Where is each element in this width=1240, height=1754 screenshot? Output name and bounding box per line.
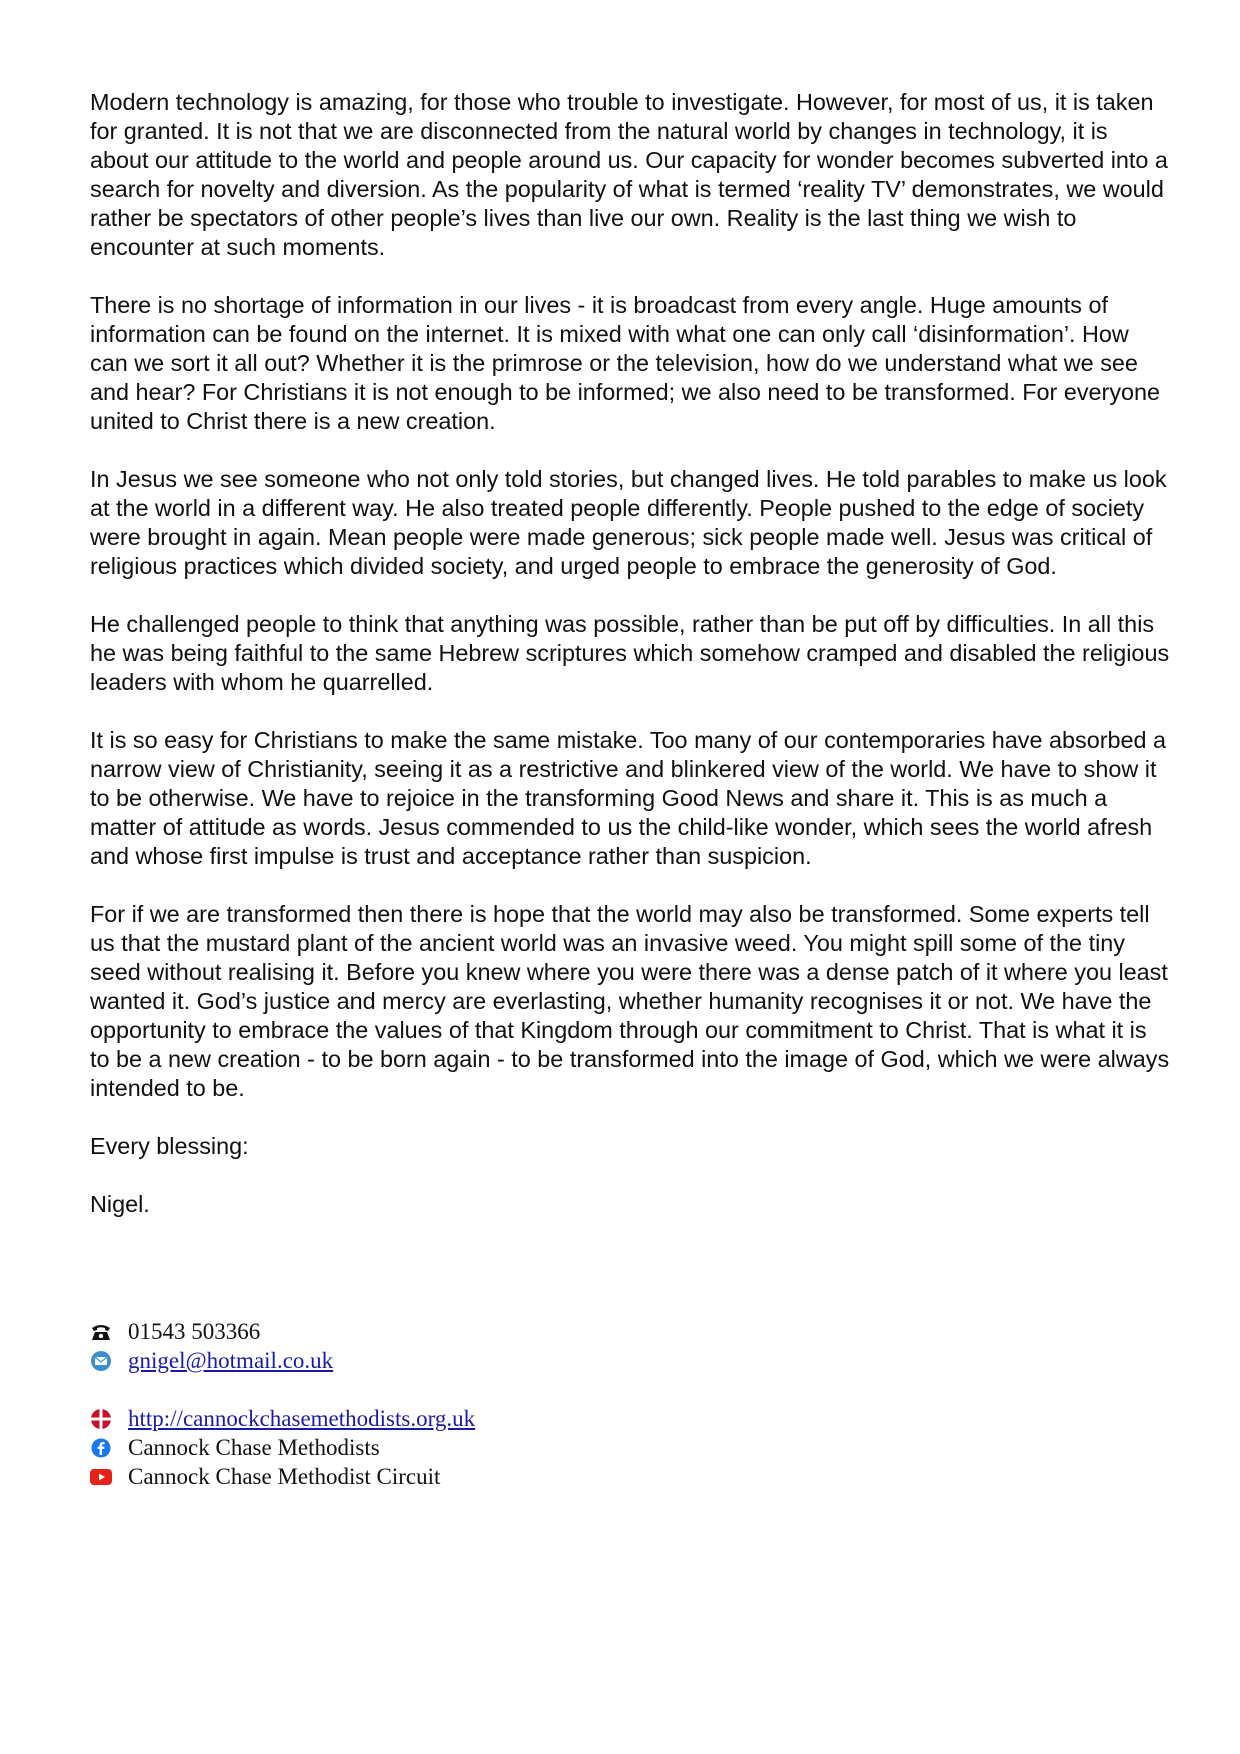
paragraph-technology: Modern technology is amazing, for those who trouble to investigate. However, for most of us, it is taken for granted. It is not that we are disconnected from the natural world by changes in technology, it is about our attitude to the world and people around us. Our capacity for wonder becomes subverted into a search for novelty and diversion. As the popularity of what is termed ‘reality TV’ demonstrates, we would rather be spectators of other people’s lives than live our own. Reality is the last thing we wish to encounter at such moments. <box>90 89 1168 260</box>
phone-number: 01543 503366 <box>128 1319 261 1344</box>
phone-row <box>90 1318 260 1346</box>
email-icon <box>90 1350 112 1372</box>
methodist-cross-icon <box>90 1408 112 1430</box>
telephone-icon <box>90 1321 112 1343</box>
youtube-row <box>90 1463 440 1491</box>
paragraph-challenge: He challenged people to think that anything was possible, rather than be put off by difficulties. In all this he was being faithful to the same Hebrew scriptures which somehow cramped and disabled the religious leaders with whom he quarrelled. <box>90 611 1170 695</box>
email-row <box>90 1347 333 1375</box>
letter-body <box>90 88 1170 1248</box>
paragraph-transformed: For if we are transformed then there is hope that the world may also be transformed. Some experts tell us that the mustard plant of the ancient world was an invasive weed. You might spill some of the tiny seed without realising it. Before you knew where you were there was a dense patch of it where you least wanted it. God’s justice and mercy are everlasting, whether humanity recognises it or not. We have the opportunity to embrace the values of that Kingdom through our commitment to Christ. That is what it is to be a new creation - to be born again - to be transformed into the image of God, which we were always intended to be. <box>90 901 1170 1101</box>
closing-line: Every blessing: <box>90 1133 249 1159</box>
signature: Nigel. <box>90 1191 150 1217</box>
paragraph-mistake: It is so easy for Christians to make the same mistake. Too many of our contemporaries have absorbed a narrow view of Christianity, seeing it as a restrictive and blinkered view of the world. We have to show it to be otherwise. We have to rejoice in the transforming Good News and share it. This is as much a matter of attitude as words. Jesus commended to us the child-like wonder, which sees the world afresh and whose first impulse is trust and acceptance rather than suspicion. <box>90 727 1167 869</box>
youtube-channel-name: Cannock Chase Methodist Circuit <box>128 1464 441 1489</box>
facebook-icon[interactable] <box>90 1437 112 1459</box>
paragraph-information: There is no shortage of information in our lives - it is broadcast from every angle. Huge amounts of information can be found on the internet. It is mixed with what one can only call ‘disinformation’. How can we sort it all out? Whether it is the primrose or the television, how do we understand what we see and hear? For Christians it is not enough to be informed; we also need to be transformed. For everyone united to Christ there is a new creation. <box>90 292 1161 434</box>
email-link[interactable]: gnigel@hotmail.co.uk <box>128 1348 334 1373</box>
website-row <box>90 1405 475 1433</box>
facebook-row <box>90 1434 380 1462</box>
website-link[interactable]: http://cannockchasemethodists.org.uk <box>128 1406 476 1431</box>
facebook-page-name: Cannock Chase Methodists <box>128 1435 380 1460</box>
youtube-icon[interactable] <box>90 1466 112 1488</box>
paragraph-jesus-stories: In Jesus we see someone who not only told stories, but changed lives. He told parables to make us look at the world in a different way. He also treated people differently. People pushed to the edge of society were brought in again. Mean people were made generous; sick people made well. Jesus was critical of religious practices which divided society, and urged people to embrace the generosity of God. <box>90 466 1167 579</box>
